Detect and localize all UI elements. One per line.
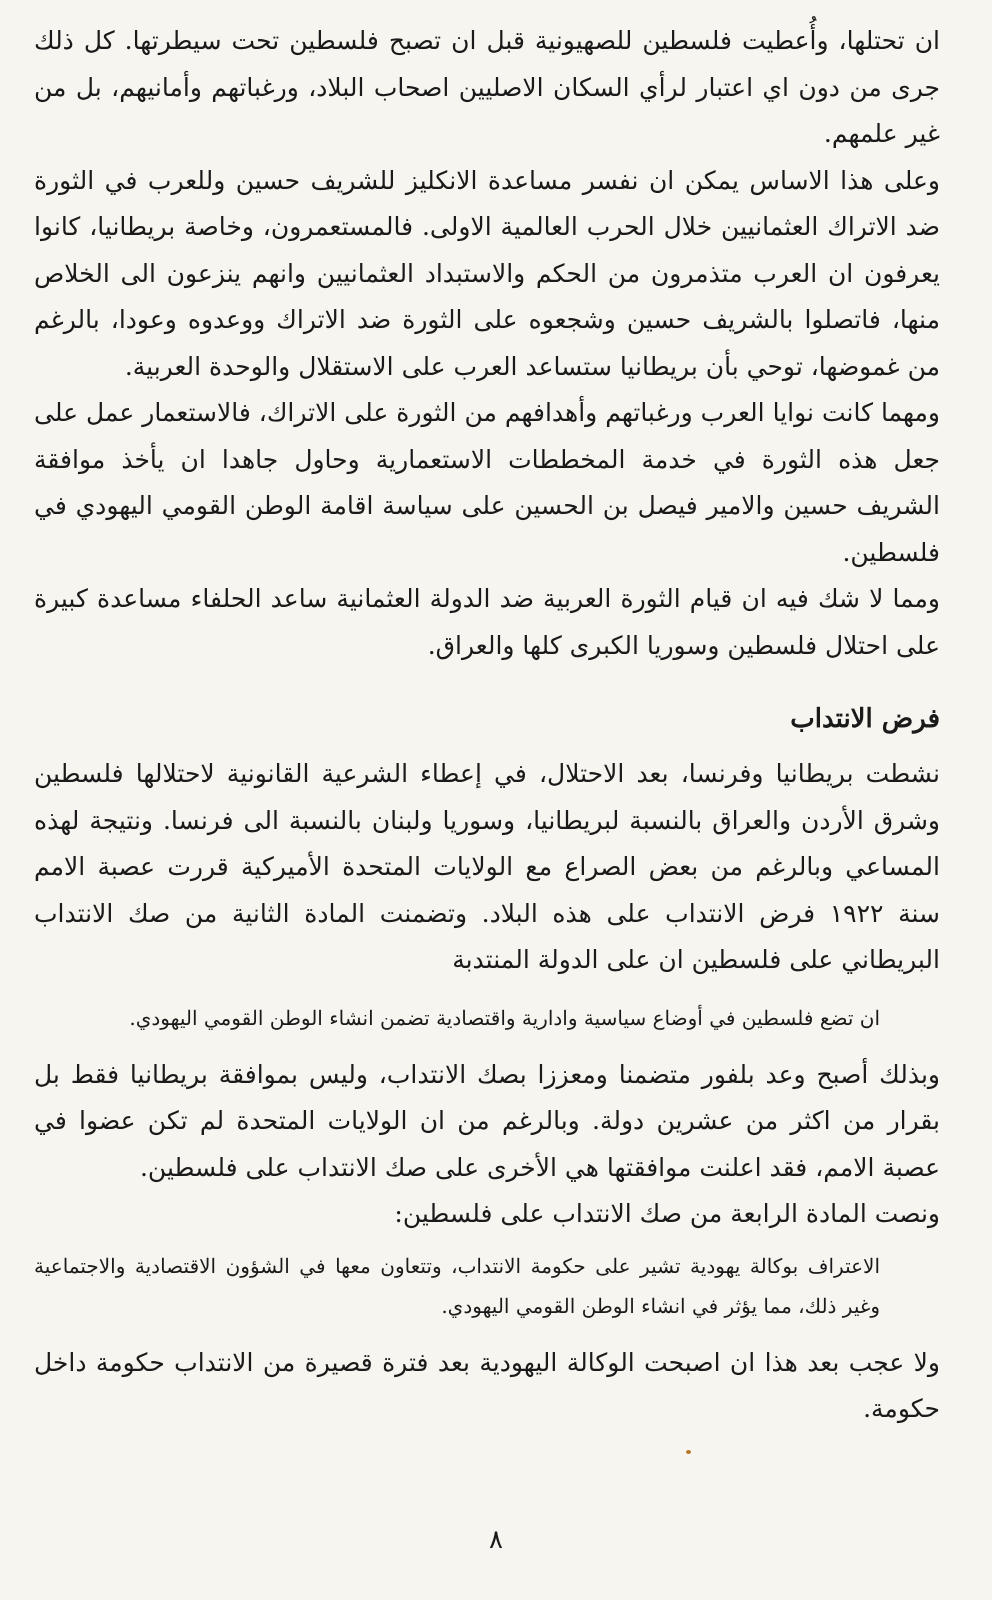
paragraph-mandate-imposed: نشطت بريطانيا وفرنسا، بعد الاحتلال، في إعطاء الشرعية القانونية لاحتلالها فلسطين وشرق الأردن والعراق بالنسبة لبريطانيا، وسوريا ولبنان بالنسبة الى فرنسا. ونتيجة لهذه المساعي وبالرغم من بعض الصراع مع الولايات المتحدة الأميركية قررت عصبة الامم سنة ١٩٢٢ فرض الانتداب على هذه البلاد. وتضمنت المادة الثانية من صك الانتداب البريطاني على فلسطين ان على الدولة المنتدبة: [34, 759, 940, 974]
paragraph-colonial-plans: ومهما كانت نوايا العرب ورغباتهم وأهدافهم من الثورة على الاتراك، فالاستعمار عمل على جعل هذه الثورة في خدمة المخططات الاستعمارية وحاول جاهدا ان يأخذ موافقة الشريف حسين والامير فيصل بن الحسين على سياسة اقامة الوطن القومي اليهودي في فلسطين.: [34, 398, 940, 567]
quote-article-four: الاعتراف بوكالة يهودية تشير على حكومة الانتداب، وتتعاون معها في الشؤون الاقتصادية والاجتماعية وغير ذلك، مما يؤثر في انشاء الوطن القومي اليهودي.: [34, 1253, 880, 1318]
quote-article-two: ان تضع فلسطين في أوضاع سياسية وادارية واقتصادية تضمن انشاء الوطن القومي اليهودي.: [129, 1005, 880, 1030]
paragraph-jewish-agency: ولا عجب بعد هذا ان اصبحت الوكالة اليهودية بعد فترة قصيرة من الانتداب حكومة داخل حكومة.: [34, 1347, 940, 1423]
paragraph-palestine-given: ان تحتلها، وأُعطيت فلسطين للصهيونية قبل ان تصبح فلسطين تحت سيطرتها. كل ذلك جرى من دون اي اعتبار لرأي السكان الاصليين اصحاب البلاد، ورغباتهم وأمانيهم، بل من غير علمهم.: [34, 26, 940, 148]
paragraph-british-aid: وعلى هذا الاساس يمكن ان نفسر مساعدة الانكليز للشريف حسين وللعرب في الثورة ضد الاتراك العثمانيين خلال الحرب العالمية الاولى. فالمستعمرون، وخاصة بريطانيا، كانوا يعرفون ان العرب متذمرون من الحكم والاستبداد العثمانيين وانهم ينزعون الى الخلاص منها، فاتصلوا بالشريف حسين وشجعوه على الثورة ضد الاتراك ووعدوه وعودا، بالرغم من غموضها، توحي بأن بريطانيا ستساعد العرب على الاستقلال والوحدة العربية.: [34, 165, 940, 381]
ink-speck: [686, 1450, 691, 1454]
paragraph-article-four-intro: ونصت المادة الرابعة من صك الانتداب على فلسطين:: [394, 1199, 940, 1228]
page-number: ٨: [489, 1525, 503, 1555]
section-heading: فرض الانتداب: [790, 704, 940, 734]
paragraph-balfour-declaration: وبذلك أصبح وعد بلفور متضمنا ومعززا بصك الانتداب، وليس بموافقة بريطانيا فقط بل بقرار من اكثر من عشرين دولة. وبالرغم من ان الولايات المتحدة لم تكن عضوا في عصبة الامم، فقد اعلنت موافقتها هي الأخرى على صك الانتداب على فلسطين.: [34, 1059, 940, 1182]
paragraph-arab-revolt: ومما لا شك فيه ان قيام الثورة العربية ضد الدولة العثمانية ساعد الحلفاء مساعدة كبيرة على احتلال فلسطين وسوريا الكبرى كلها والعراق.: [34, 584, 940, 660]
